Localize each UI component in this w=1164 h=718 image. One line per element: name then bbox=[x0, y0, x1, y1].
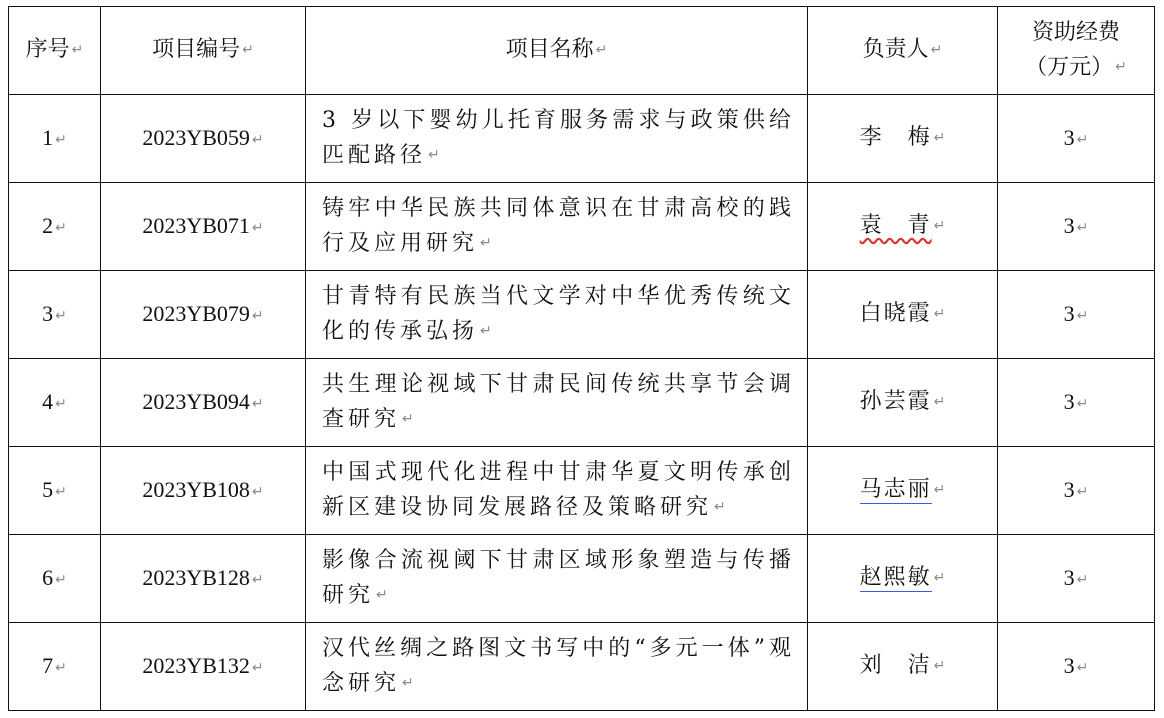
owner-value: 马志丽 bbox=[859, 477, 932, 503]
paragraph-mark-icon: ↵ bbox=[71, 42, 84, 59]
paragraph-mark-icon: ↵ bbox=[55, 484, 67, 501]
cell-code bbox=[101, 271, 306, 359]
seq-value: 5 bbox=[42, 477, 54, 503]
paragraph-mark-icon: ↵ bbox=[251, 308, 264, 325]
paragraph-mark-icon: ↵ bbox=[480, 322, 496, 339]
paragraph-mark-icon: ↵ bbox=[1076, 396, 1089, 413]
cell-fund bbox=[998, 623, 1155, 711]
name-value: 3 岁以下婴幼儿托育服务需求与政策供给匹配路径 bbox=[322, 108, 795, 168]
paragraph-mark-icon: ↵ bbox=[933, 482, 946, 499]
header-code bbox=[101, 7, 306, 95]
header-fund-line1: 资助经费 bbox=[1031, 20, 1120, 46]
header-fund bbox=[998, 7, 1155, 95]
paragraph-mark-icon: ↵ bbox=[251, 132, 264, 149]
cell-owner bbox=[808, 183, 998, 271]
cell-seq bbox=[9, 271, 101, 359]
cell-code bbox=[101, 623, 306, 711]
header-owner bbox=[808, 7, 998, 95]
fund-value: 3 bbox=[1063, 125, 1075, 151]
owner-value: 刘 洁 bbox=[859, 653, 932, 679]
paragraph-mark-icon: ↵ bbox=[933, 218, 946, 235]
cell-owner bbox=[808, 95, 998, 183]
paragraph-mark-icon: ↵ bbox=[1076, 132, 1089, 149]
paragraph-mark-icon: ↵ bbox=[595, 42, 608, 59]
header-seq-label: 序号 bbox=[25, 37, 70, 63]
code-value: 2023YB079 bbox=[142, 301, 250, 327]
paragraph-mark-icon: ↵ bbox=[242, 42, 254, 59]
table-row bbox=[9, 535, 1155, 623]
paragraph-mark-icon: ↵ bbox=[1115, 58, 1127, 75]
paragraph-mark-icon: ↵ bbox=[402, 674, 418, 691]
cell-fund bbox=[998, 95, 1155, 183]
paragraph-mark-icon: ↵ bbox=[933, 130, 946, 147]
cell-fund bbox=[998, 535, 1155, 623]
header-fund-line2-label: （万元） bbox=[1025, 54, 1114, 80]
paragraph-mark-icon: ↵ bbox=[55, 396, 67, 413]
paragraph-mark-icon: ↵ bbox=[428, 146, 444, 163]
cell-seq bbox=[9, 95, 101, 183]
header-row bbox=[9, 7, 1155, 95]
cell-name bbox=[306, 535, 808, 623]
paragraph-mark-icon: ↵ bbox=[1076, 220, 1089, 237]
table-row bbox=[9, 623, 1155, 711]
paragraph-mark-icon: ↵ bbox=[480, 234, 496, 251]
cell-fund bbox=[998, 183, 1155, 271]
table-row bbox=[9, 271, 1155, 359]
name-value: 汉代丝绸之路图文书写中的“多元一体”观念研究 bbox=[322, 636, 795, 696]
paragraph-mark-icon: ↵ bbox=[933, 570, 946, 587]
cell-code bbox=[101, 95, 306, 183]
seq-value: 7 bbox=[42, 653, 54, 679]
fund-value: 3 bbox=[1063, 389, 1075, 415]
cell-seq bbox=[9, 359, 101, 447]
table-row bbox=[9, 447, 1155, 535]
cell-name bbox=[306, 183, 808, 271]
paragraph-mark-icon: ↵ bbox=[933, 394, 946, 411]
paragraph-mark-icon: ↵ bbox=[55, 660, 67, 677]
header-name-label: 项目名称 bbox=[505, 37, 594, 63]
code-value: 2023YB132 bbox=[142, 653, 250, 679]
fund-value: 3 bbox=[1063, 477, 1075, 503]
paragraph-mark-icon: ↵ bbox=[1076, 484, 1089, 501]
cell-owner bbox=[808, 623, 998, 711]
cell-owner bbox=[808, 535, 998, 623]
seq-value: 2 bbox=[42, 213, 54, 239]
table-row bbox=[9, 359, 1155, 447]
seq-value: 1 bbox=[42, 125, 54, 151]
table-row bbox=[9, 95, 1155, 183]
table-row bbox=[9, 183, 1155, 271]
paragraph-mark-icon: ↵ bbox=[251, 572, 264, 589]
cell-name bbox=[306, 271, 808, 359]
seq-value: 3 bbox=[42, 301, 54, 327]
paragraph-mark-icon: ↵ bbox=[714, 498, 730, 515]
cell-fund bbox=[998, 447, 1155, 535]
fund-value: 3 bbox=[1063, 653, 1075, 679]
funding-table-container bbox=[8, 6, 1155, 711]
cell-fund bbox=[998, 271, 1155, 359]
paragraph-mark-icon: ↵ bbox=[1076, 308, 1089, 325]
cell-code bbox=[101, 359, 306, 447]
code-value: 2023YB108 bbox=[142, 477, 250, 503]
seq-value: 6 bbox=[42, 565, 54, 591]
cell-fund bbox=[998, 359, 1155, 447]
fund-value: 3 bbox=[1063, 213, 1075, 239]
paragraph-mark-icon: ↵ bbox=[1076, 572, 1089, 589]
cell-owner bbox=[808, 447, 998, 535]
owner-value: 李 梅 bbox=[859, 125, 932, 151]
header-name bbox=[306, 7, 808, 95]
name-value: 甘青特有民族当代文学对中华优秀传统文化的传承弘扬 bbox=[322, 284, 795, 344]
paragraph-mark-icon: ↵ bbox=[251, 220, 264, 237]
cell-name bbox=[306, 447, 808, 535]
cell-name bbox=[306, 623, 808, 711]
owner-value: 白晓霞 bbox=[859, 301, 932, 327]
paragraph-mark-icon: ↵ bbox=[402, 410, 418, 427]
code-value: 2023YB128 bbox=[142, 565, 250, 591]
project-funding-table bbox=[8, 6, 1155, 711]
cell-name bbox=[306, 359, 808, 447]
paragraph-mark-icon: ↵ bbox=[930, 42, 943, 59]
seq-value: 4 bbox=[42, 389, 54, 415]
header-fund-line2 bbox=[998, 51, 1154, 85]
name-value: 铸牢中华民族共同体意识在甘肃高校的践行及应用研究 bbox=[322, 196, 795, 256]
cell-seq bbox=[9, 447, 101, 535]
name-value: 中国式现代化进程中甘肃华夏文明传承创新区建设协同发展路径及策略研究 bbox=[322, 460, 795, 520]
paragraph-mark-icon: ↵ bbox=[55, 572, 67, 589]
owner-value: 赵熙敏 bbox=[859, 565, 932, 591]
name-value: 影像合流视阈下甘肃区域形象塑造与传播研究 bbox=[322, 548, 795, 608]
paragraph-mark-icon: ↵ bbox=[251, 660, 264, 677]
paragraph-mark-icon: ↵ bbox=[933, 658, 946, 675]
header-seq bbox=[9, 7, 101, 95]
paragraph-mark-icon: ↵ bbox=[55, 220, 67, 237]
header-code-label: 项目编号 bbox=[152, 37, 241, 63]
cell-seq bbox=[9, 623, 101, 711]
owner-value: 孙芸霞 bbox=[859, 389, 932, 415]
cell-name bbox=[306, 95, 808, 183]
cell-owner bbox=[808, 359, 998, 447]
cell-seq bbox=[9, 183, 101, 271]
code-value: 2023YB059 bbox=[142, 125, 250, 151]
code-value: 2023YB071 bbox=[142, 213, 250, 239]
paragraph-mark-icon: ↵ bbox=[933, 306, 946, 323]
paragraph-mark-icon: ↵ bbox=[1076, 660, 1089, 677]
cell-code bbox=[101, 447, 306, 535]
fund-value: 3 bbox=[1063, 565, 1075, 591]
cell-code bbox=[101, 183, 306, 271]
cell-seq bbox=[9, 535, 101, 623]
paragraph-mark-icon: ↵ bbox=[251, 484, 264, 501]
paragraph-mark-icon: ↵ bbox=[376, 586, 392, 603]
code-value: 2023YB094 bbox=[142, 389, 250, 415]
owner-value: 袁 青 bbox=[859, 213, 932, 239]
name-value: 共生理论视域下甘肃民间传统共享节会调查研究 bbox=[322, 372, 795, 432]
header-owner-label: 负责人 bbox=[862, 37, 929, 63]
paragraph-mark-icon: ↵ bbox=[55, 308, 67, 325]
cell-code bbox=[101, 535, 306, 623]
paragraph-mark-icon: ↵ bbox=[251, 396, 264, 413]
cell-owner bbox=[808, 271, 998, 359]
fund-value: 3 bbox=[1063, 301, 1075, 327]
paragraph-mark-icon: ↵ bbox=[55, 132, 67, 149]
